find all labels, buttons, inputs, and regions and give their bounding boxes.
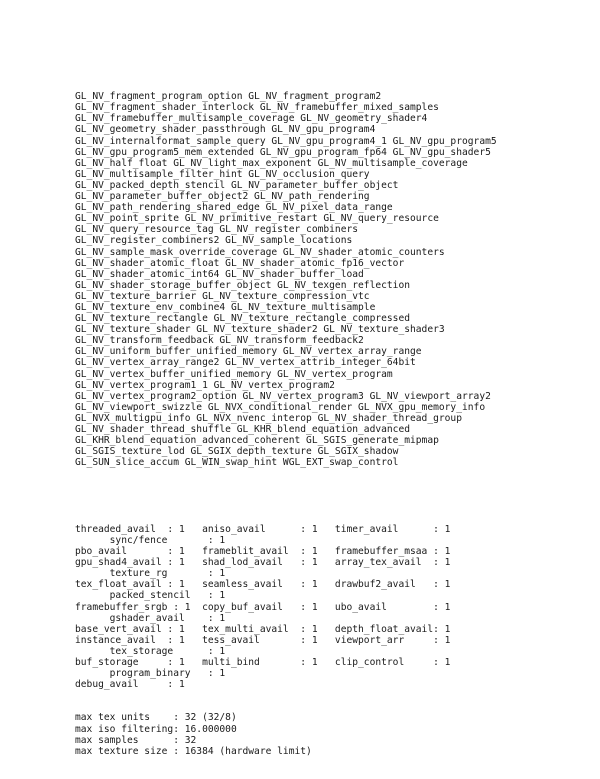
capability-line: debug_avail : 1 xyxy=(75,679,185,691)
limit-line: max tex units : 32 (32/8) xyxy=(75,712,237,724)
extension-line: GL_NV_multisample_filter_hint GL_NV_occlusion_query xyxy=(75,168,370,180)
capability-line: tex_float_avail : 1 seamless_avail : 1 drawbuf2_avail : 1 xyxy=(75,579,451,591)
extension-line: GL_NV_fragment_shader_interlock GL_NV_framebuffer_mixed_samples xyxy=(75,102,439,114)
extension-line: GL_NV_internalformat_sample_query GL_NV_gpu_program4_1 GL_NV_gpu_program5 xyxy=(75,135,497,147)
extension-line: GL_NV_texture_env_combine4 GL_NV_texture_multisample xyxy=(75,301,376,313)
extension-line: GL_NV_packed_depth_stencil GL_NV_parameter_buffer_object xyxy=(75,179,399,191)
extension-line: GL_NV_shader_storage_buffer_object GL_NV_texgen_reflection xyxy=(75,279,411,291)
extension-line: GL_NV_gpu_program5_mem_extended GL_NV_gpu_program_fp64 GL_NV_gpu_shader5 xyxy=(75,146,491,158)
extension-line: GL_NV_texture_barrier GL_NV_texture_compression_vtc xyxy=(75,290,370,302)
capabilities-list xyxy=(75,524,497,690)
extension-line: GL_NV_geometry_shader_passthrough GL_NV_gpu_program4 xyxy=(75,124,376,136)
extension-line: GL_NV_vertex_array_range2 GL_NV_vertex_attrib_integer_64bit xyxy=(75,357,416,369)
extension-line: GL_NVX_multigpu_info GL_NVX_nvenc_interop GL_NV_shader_thread_group xyxy=(75,412,462,424)
capability-line: instance_avail : 1 tess_avail : 1 viewport_arr : 1 xyxy=(75,634,451,646)
extension-line: GL_NV_register_combiners2 GL_NV_sample_locations xyxy=(75,235,353,247)
extension-line: GL_NV_half_float GL_NV_light_max_exponent GL_NV_multisample_coverage xyxy=(75,157,468,169)
extension-line: GL_NV_texture_rectangle GL_NV_texture_rectangle_compressed xyxy=(75,313,411,325)
extension-line: GL_NV_sample_mask_override_coverage GL_NV_shader_atomic_counters xyxy=(75,246,445,258)
extension-line: GL_NV_framebuffer_multisample_coverage GL_NV_geometry_shader4 xyxy=(75,113,428,125)
extension-line: GL_NV_parameter_buffer_object2 GL_NV_path_rendering xyxy=(75,191,370,203)
capability-line: texture_rg : 1 xyxy=(75,568,226,580)
extensions-list xyxy=(75,91,497,468)
capability-line: framebuffer_srgb : 1 copy_buf_avail : 1 ubo_avail : 1 xyxy=(75,601,451,613)
limits-list xyxy=(75,712,497,756)
extension-line: GL_SGIS_texture_lod GL_SGIX_depth_texture GL_SGIX_shadow xyxy=(75,446,399,458)
capability-line: base_vert_avail : 1 tex_multi_avail : 1 depth_float_avail: 1 xyxy=(75,623,451,635)
section-spacer xyxy=(75,491,497,502)
capability-line: packed_stencil : 1 xyxy=(75,590,226,602)
extension-line: GL_NV_texture_shader GL_NV_texture_shader2 GL_NV_texture_shader3 xyxy=(75,324,445,336)
limit-line: max iso filtering: 16.000000 xyxy=(75,723,237,735)
extension-line: GL_NV_vertex_program2_option GL_NV_vertex_program3 GL_NV_viewport_array2 xyxy=(75,390,491,402)
capability-line: program_binary : 1 xyxy=(75,668,226,680)
extension-line: GL_NV_uniform_buffer_unified_memory GL_NV_vertex_array_range xyxy=(75,346,422,358)
capability-line: gshader_avail : 1 xyxy=(75,612,226,624)
extension-line: GL_NV_vertex_buffer_unified_memory GL_NV_vertex_program xyxy=(75,368,393,380)
capability-line: sync/fence : 1 xyxy=(75,534,226,546)
extension-line: GL_KHR_blend_equation_advanced_coherent GL_SGIS_generate_mipmap xyxy=(75,435,439,447)
capability-line: tex_storage : 1 xyxy=(75,645,226,657)
extension-line: GL_NV_transform_feedback GL_NV_transform_feedback2 xyxy=(75,335,364,347)
gl-info-report xyxy=(75,69,497,779)
extension-line: GL_NV_point_sprite GL_NV_primitive_restart GL_NV_query_resource xyxy=(75,213,439,225)
extension-line: GL_NV_fragment_program_option GL_NV_fragment_program2 xyxy=(75,91,382,103)
extension-line: GL_SUN_slice_accum GL_WIN_swap_hint WGL_EXT_swap_control xyxy=(75,457,399,469)
capability-line: threaded_avail : 1 aniso_avail : 1 timer_avail : 1 xyxy=(75,523,451,535)
extension-line: GL_NV_viewport_swizzle GL_NVX_conditional_render GL_NVX_gpu_memory_info xyxy=(75,401,486,413)
limit-line: max samples : 32 xyxy=(75,734,197,746)
extension-line: GL_NV_shader_thread_shuffle GL_KHR_blend_equation_advanced xyxy=(75,424,411,435)
capability-line: buf_storage : 1 multi_bind : 1 clip_control : 1 xyxy=(75,656,451,668)
extension-line: GL_NV_query_resource_tag GL_NV_register_combiners xyxy=(75,224,359,236)
extension-line: GL_NV_path_rendering_shared_edge GL_NV_pixel_data_range xyxy=(75,202,393,214)
capability-line: pbo_avail : 1 frameblit_avail : 1 framebuffer_msaa : 1 xyxy=(75,546,451,558)
extension-line: GL_NV_shader_atomic_float GL_NV_shader_atomic_fp16_vector xyxy=(75,257,405,269)
extension-line: GL_NV_vertex_program1_1 GL_NV_vertex_program2 xyxy=(75,379,335,391)
extension-line: GL_NV_shader_atomic_int64 GL_NV_shader_buffer_load xyxy=(75,268,364,280)
limit-line: max texture size : 16384 (hardware limit) xyxy=(75,745,312,757)
capability-line: gpu_shad4_avail : 1 shad_lod_avail : 1 array_tex_avail : 1 xyxy=(75,557,451,569)
